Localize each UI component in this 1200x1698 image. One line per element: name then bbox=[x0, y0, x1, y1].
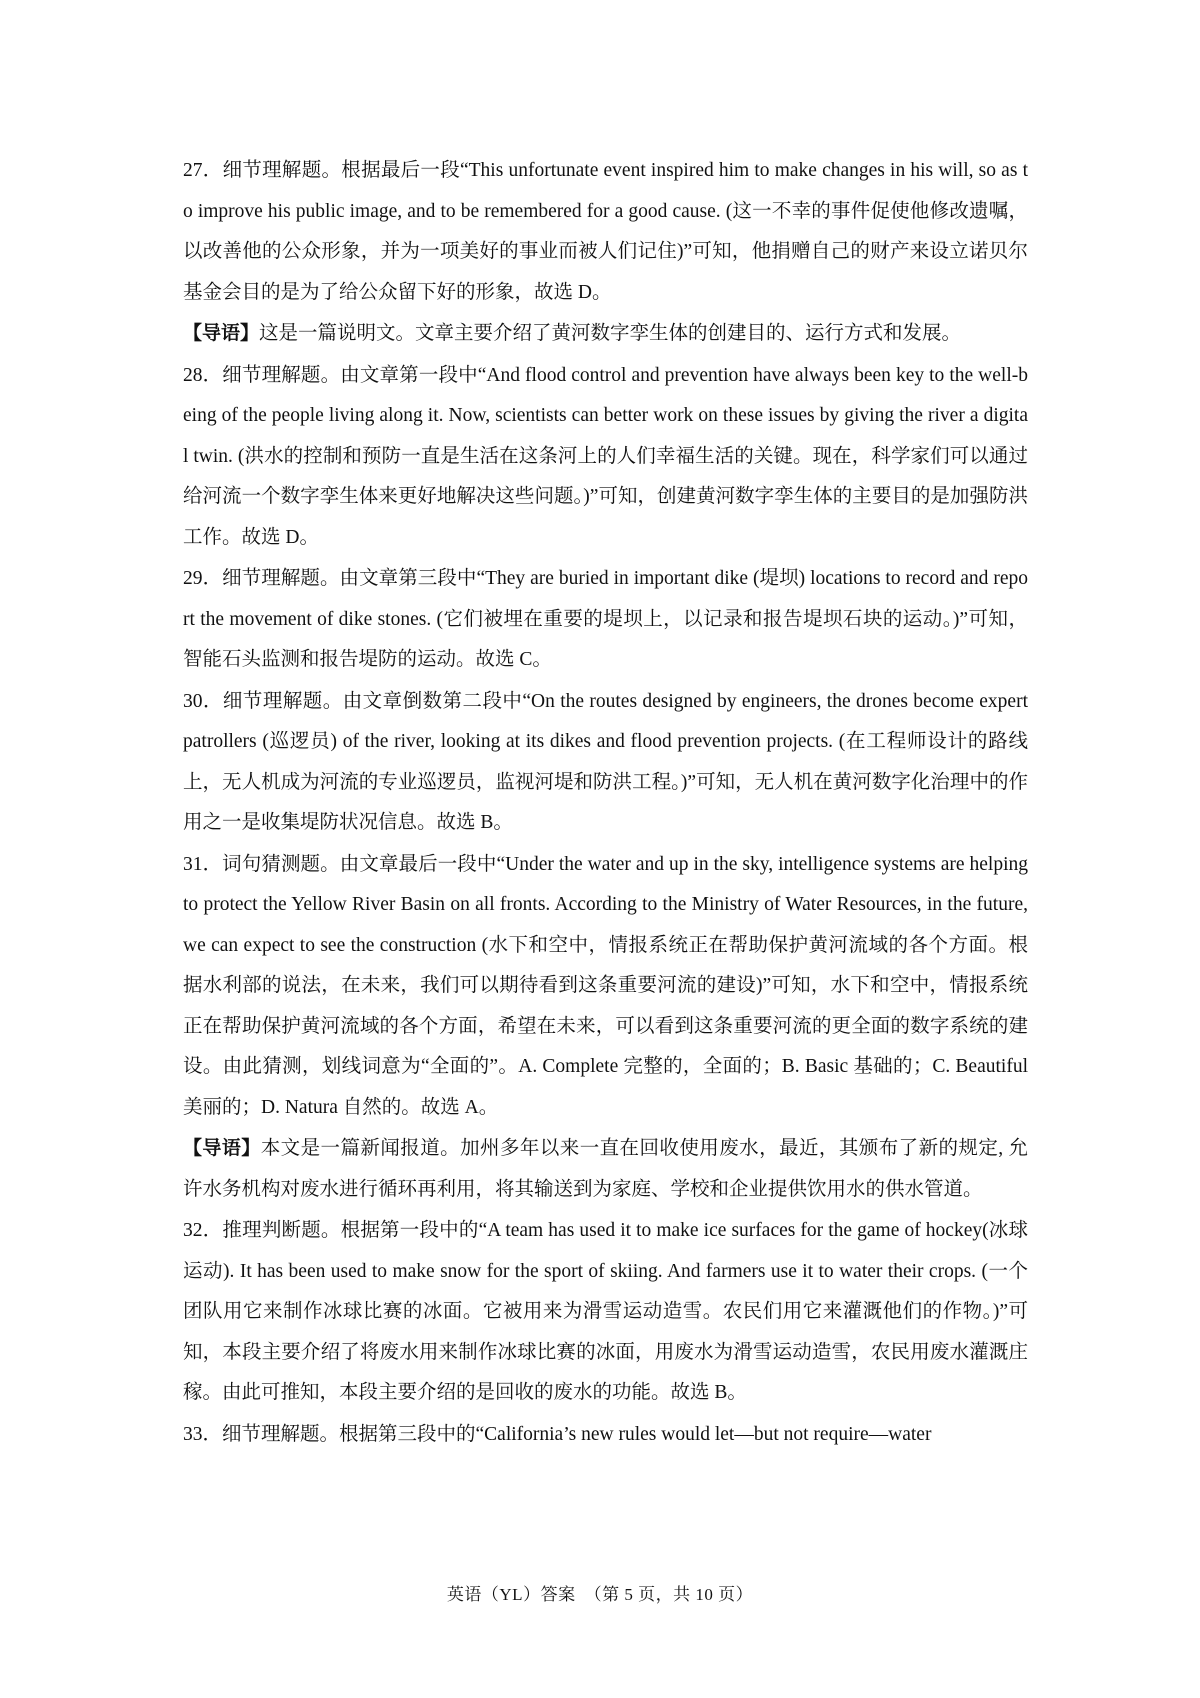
paragraph-text: 33．细节理解题。根据第三段中的“California’s new rules would let—but not require—water bbox=[183, 1423, 932, 1445]
paragraph-text: 30．细节理解题。由文章倒数第二段中“On the routes designed by engineers, the drones become expert patrollers (巡逻员) of the river, looking at its dikes and flood prevention projects. (在工程师设计的路线上，无人机成为河流的专业巡逻员，监视河堤和防洪工程。)”可知，无人机在黄河数字化治理中的作用之一是收集堤防状况信息。故选 B。 bbox=[183, 690, 1028, 833]
answer-33 bbox=[183, 1414, 1028, 1456]
answer-content bbox=[183, 150, 1028, 1455]
answer-29 bbox=[183, 558, 1028, 681]
answer-28 bbox=[183, 355, 1028, 559]
lead-tag: 【导语】 bbox=[183, 322, 260, 344]
paragraph-text: 28．细节理解题。由文章第一段中“And flood control and prevention have always been key to the well-being of the people living along it. Now, scientists can better work on these issues by giving the river a digital twin. (洪水的控制和预防一直是生活在这条河上的人们幸福生活的关键。现在，科学家们可以通过给河流一个数字孪生体来更好地解决这些问题。)”可知，创建黄河数字孪生体的主要目的是加强防洪工作。故选 D。 bbox=[183, 364, 1028, 548]
paragraph-text: 32．推理判断题。根据第一段中的“A team has used it to make ice surfaces for the game of hockey(冰球运动). It has been used to make snow for the sport of skiing. And farmers use it to water their crops. (一个团队用它来制作冰球比赛的冰面。它被用来为滑雪运动造雪。农民们用它来灌溉他们的作物。)”可知，本段主要介绍了将废水用来制作冰球比赛的冰面，用废水为滑雪运动造雪，农民用废水灌溉庄稼。由此可推知，本段主要介绍的是回收的废水的功能。故选 B。 bbox=[183, 1220, 1028, 1403]
paragraph-text: 27．细节理解题。根据最后一段“This unfortunate event inspired him to make changes in his will, so as to improve his public image, and to be remembered for a good cause. (这一不幸的事件促使他修改遗嘱，以改善他的公众形象，并为一项美好的事业而被人们记住)”可知，他捐赠自己的财产来设立诺贝尔基金会目的是为了给公众留下好的形象，故选 D。 bbox=[183, 160, 1028, 303]
paragraph-text: 31．词句猜测题。由文章最后一段中“Under the water and up in the sky, intelligence systems are helping to protect the Yellow River Basin on all fronts. According to the Ministry of Water Resources, in the future, we can expect to see the construction (水下和空中，情报系统正在帮助保护黄河流域的各个方面。根据水利部的说法，在未来，我们可以期待看到这条重要河流的建设)”可知，水下和空中，情报系统正在帮助保护黄河流域的各个方面，希望在未来，可以看到这条重要河流的更全面的数字系统的建设。由此猜测，划线词意为“全面的”。A. Complete 完整的，全面的；B. Basic 基础的；C. Beautiful 美丽的；D. Natura 自然的。故选 A。 bbox=[183, 853, 1028, 1118]
paragraph-text: 29．细节理解题。由文章第三段中“They are buried in important dike (堤坝) locations to record and report the movement of dike stones. (它们被埋在重要的堤坝上，以记录和报告堤坝石块的运动。)”可知，智能石头监测和报告堤防的运动。故选 C。 bbox=[183, 568, 1028, 670]
answer-30 bbox=[183, 681, 1028, 844]
page-footer: 英语（YL）答案 （第 5 页，共 10 页） bbox=[446, 1585, 754, 1604]
answer-27 bbox=[183, 150, 1028, 313]
answer-31 bbox=[183, 844, 1028, 1129]
guide-passage-b bbox=[183, 313, 1028, 355]
paragraph-text: 本文是一篇新闻报道。加州多年以来一直在回收使用废水，最近，其颁布了新的规定, 允许水务机构对废水进行循环再利用，将其输送到为家庭、学校和企业提供饮用水的供水管道。 bbox=[183, 1138, 1028, 1200]
answer-32 bbox=[183, 1210, 1028, 1414]
lead-tag: 【导语】 bbox=[183, 1137, 261, 1159]
paragraph-text: 这是一篇说明文。文章主要介绍了黄河数字孪生体的创建目的、运行方式和发展。 bbox=[259, 323, 962, 344]
guide-passage-c bbox=[183, 1128, 1028, 1210]
